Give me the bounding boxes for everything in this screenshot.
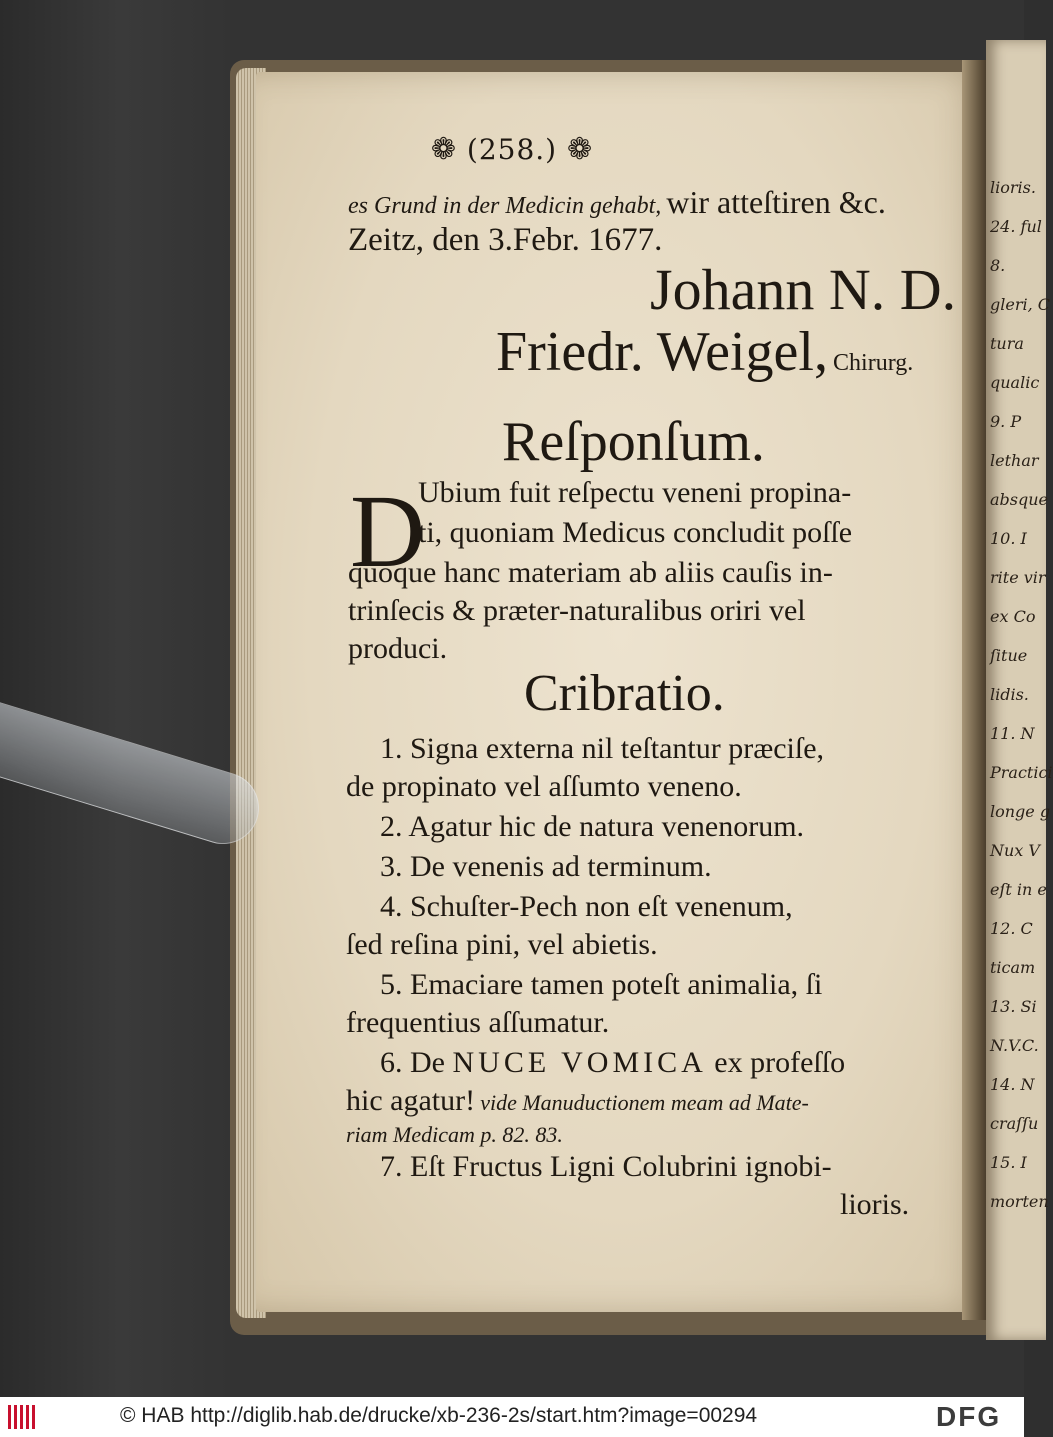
item-6-line-2-italic: vide Manuductionem meam ad Mate- (480, 1090, 809, 1115)
facing-page-line: 15. I (990, 1153, 1027, 1172)
text-line-2: Zeitz, den 3.Febr. 1677. (348, 222, 663, 258)
item-2: 2. Agatur hic de natura venenorum. (380, 810, 805, 843)
signature-weigel-title: Chirurg. (833, 350, 914, 376)
item-6-line-1 (380, 1046, 845, 1080)
signature-weigel (496, 320, 913, 384)
item-6-line-2-roman: hic agatur! (346, 1084, 476, 1117)
ornament-right-icon: ❁ (567, 132, 594, 167)
footer-bar (0, 1397, 1024, 1437)
item-3: 3. De venenis ad terminum. (380, 850, 712, 883)
text-line-1 (348, 184, 886, 221)
facing-page-line: ticam (990, 958, 1036, 977)
item-1-line-1: 1. Signa externa nil teſtantur præciſe, (380, 732, 825, 765)
facing-page-line: Nux V (990, 841, 1040, 860)
facing-page-line: 24. ful (990, 217, 1042, 236)
facing-page-line: lethar (990, 451, 1039, 470)
item-5-line-2: frequentius aſſumatur. (346, 1006, 610, 1039)
heading-responsum: Reſponſum. (502, 411, 765, 473)
signature-johann: Johann N. D. (650, 257, 957, 322)
facing-page-line: 14. N (990, 1075, 1035, 1094)
item-4-line-1: 4. Schuſter-Pech non eſt venenum, (380, 890, 793, 923)
heading-cribratio: Cribratio. (524, 665, 725, 722)
item-7-line-2: lioris. (840, 1188, 910, 1221)
item-6-start: 6. De (380, 1046, 445, 1079)
facing-page-line: ſitue (990, 646, 1028, 665)
facing-page-line: craſſu (990, 1114, 1039, 1133)
item-7-line-1: 7. Eſt Fructus Ligni Colubrini ignobi- (380, 1150, 832, 1183)
facing-page-line: 13. Si (990, 997, 1037, 1016)
facing-page-line: eſt in e (990, 880, 1047, 899)
facing-page-line: gleri, C (990, 295, 1051, 314)
facing-page-line: qualic (990, 373, 1040, 392)
page-header (0, 132, 1024, 167)
hab-logo-icon (8, 1405, 36, 1429)
facing-page-line: N.V.C. (990, 1036, 1039, 1055)
text-line-1-roman: wir atteſtiren &c. (666, 184, 886, 220)
facing-page-line: morten (990, 1192, 1049, 1211)
facing-page-line: 9. P (990, 412, 1022, 431)
item-4-line-2: ſed reſina pini, vel abietis. (346, 928, 658, 961)
item-1-line-2: de propinato vel aſſumto veneno. (346, 770, 742, 803)
para-line-5: produci. (348, 632, 448, 665)
item-6-caps: NUCE VOMICA (452, 1046, 707, 1079)
text-line-1-italic: es Grund in der Medicin gehabt, (348, 193, 662, 219)
drop-cap: D (350, 474, 426, 589)
facing-page-line: rite vir (990, 568, 1046, 587)
signature-weigel-name: Friedr. Weigel, (496, 321, 828, 383)
para-line-2: ti, quoniam Medicus concludit poſſe (418, 516, 853, 549)
item-5-line-1: 5. Emaciare tamen poteſt animalia, ſi (380, 968, 823, 1001)
facing-page-line: 10. I (990, 529, 1027, 548)
para-line-1: Ubium fuit reſpectu veneni propina- (418, 476, 852, 509)
para-line-3: quoque hanc materiam ab aliis cauſis in- (348, 556, 833, 589)
page-number: (258.) (466, 133, 558, 166)
facing-page-line: ex Co (990, 607, 1036, 626)
facing-page-line: longe g (990, 802, 1051, 821)
facing-page-line: lidis. (990, 685, 1029, 704)
item-6-line-2 (346, 1084, 809, 1118)
item-6-line-3: riam Medicam p. 82. 83. (346, 1122, 563, 1147)
facing-page-line: Practici (990, 763, 1053, 782)
dfg-logo: DFG (936, 1401, 1002, 1432)
facing-page-line: absque (990, 490, 1049, 509)
ornament-left-icon: ❁ (430, 132, 457, 167)
facing-page-line: lioris. (990, 178, 1036, 197)
facing-page-line: 11. N (990, 724, 1035, 743)
glass-page-holder (0, 690, 268, 853)
item-6-end: ex profeſſo (714, 1046, 846, 1079)
para-line-4: trinſecis & præter-naturalibus oriri vel (348, 594, 806, 627)
facing-page-line: 12. C (990, 919, 1033, 938)
footer-copyright-link[interactable]: © HAB http://diglib.hab.de/drucke/xb-236-2s/start.htm?image=00294 (120, 1404, 758, 1427)
facing-page-line: tura (990, 334, 1024, 353)
facing-page-line: 8. (990, 256, 1006, 275)
